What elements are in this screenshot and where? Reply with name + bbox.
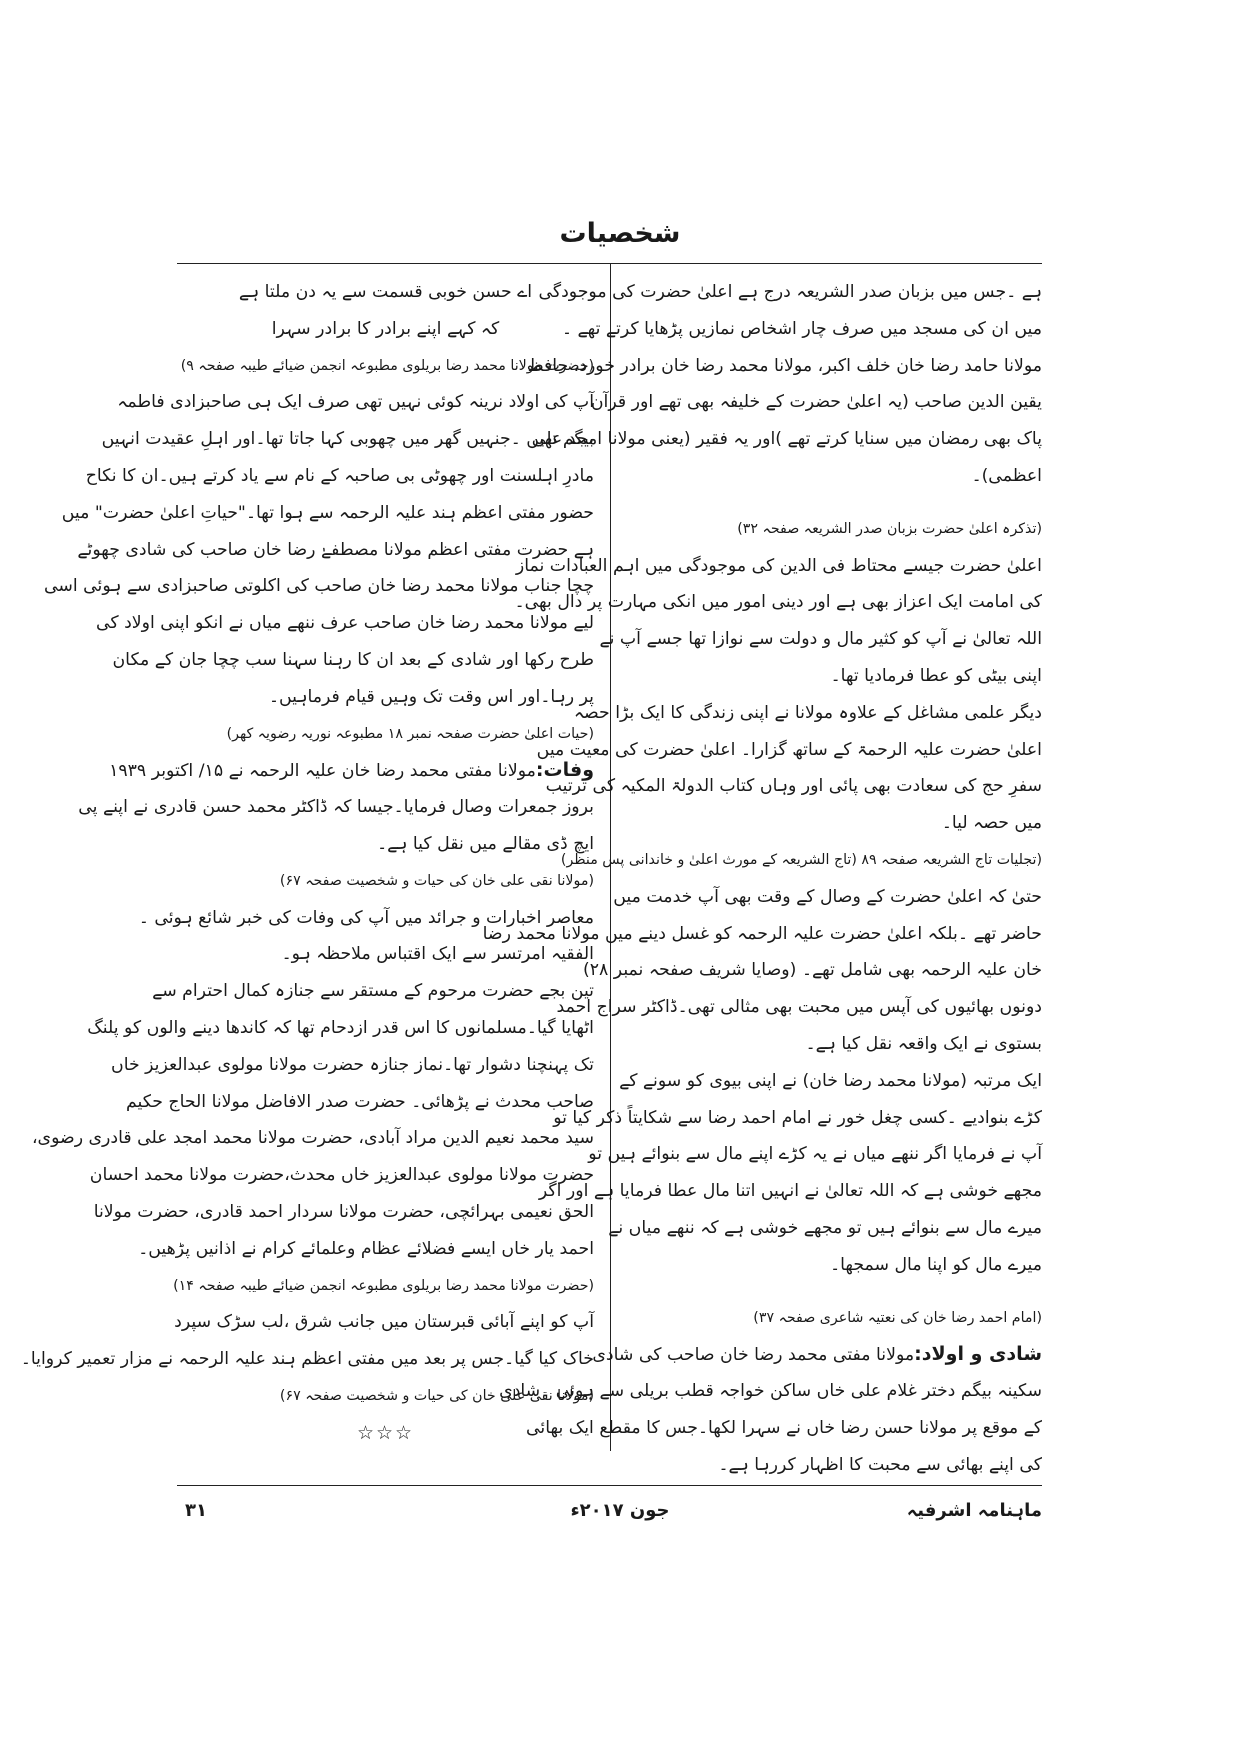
text-line: آپ نے فرمایا اگر ننھے میاں نے یہ کڑے اپنے مال سے بنوائے ہیں تو <box>588 1144 1042 1165</box>
text-line: الفقیہ امرتسر سے ایک اقتباس ملاحظہ ہو۔ <box>281 944 594 965</box>
issue-date: جون ۲۰۱۷ء <box>570 1500 670 1521</box>
verse-line: کہ کہے اپنے برادر کا برادر سہرا <box>271 318 500 339</box>
text-line: خان علیہ الرحمہ بھی شامل تھے۔ (وصایا شریف صفحہ نمبر ۲۸) <box>582 960 1042 981</box>
text-line: اعلیٰ حضرت جیسے محتاط فی الدین کی موجودگی میں اہم العبادات نماز <box>515 555 1042 576</box>
citation: (تذکرہ اعلیٰ حضرت بزبان صدر الشریعہ صفحہ ۳۲) <box>737 520 1042 537</box>
text-line: ایک مرتبہ (مولانا محمد رضا خان) نے اپنی بیوی کو سونے کے <box>619 1070 1042 1091</box>
footer-rule <box>177 1485 1042 1486</box>
magazine-name: ماہنامہ اشرفیہ <box>906 1500 1042 1521</box>
text-line: پاک بھی رمضان میں سنایا کرتے تھے )اور یہ فقیر (یعنی مولانا امجد علی <box>531 429 1042 450</box>
text-line: کی اپنے بھائی سے محبت کا اظہار کررہا ہے۔ <box>718 1454 1042 1475</box>
citation: (مولانا نقی علی خان کی حیات و شخصیت صفحہ ۶۷) <box>279 872 594 889</box>
section-heading: وفات: <box>535 759 594 782</box>
section-heading-line <box>109 752 594 789</box>
text-line: حضرت مولانا مولوی عبدالعزیز خاں محدث،حضرت مولانا محمد احسان <box>89 1165 594 1186</box>
text-line: آپ کو اپنے آبائی قبرستان میں جانب شرق ،لب سڑک سپرد <box>174 1312 594 1333</box>
text-line: ایچ ڈی مقالے میں نقل کیا ہے۔ <box>377 833 594 854</box>
text-line: ہے حضرت مفتی اعظم مولانا مصطفےٰ رضا خان صاحب کی شادی چھوٹے <box>77 539 594 560</box>
text-line: دیگر علمی مشاغل کے علاوہ مولانا نے اپنی زندگی کا ایک بڑا حصہ <box>573 702 1042 723</box>
text-line: تین بجے حضرت مرحوم کے مستقر سے جنازہ کمال احترام سے <box>152 981 594 1002</box>
section-heading-line <box>592 1336 1042 1373</box>
text-line: یقین الدین صاحب (یہ اعلیٰ حضرت کے خلیفہ بھی تھے اور قرآن <box>590 392 1042 413</box>
citation: (مولانا نقی علی خان کی حیات و شخصیت صفحہ ۶۷) <box>279 1387 594 1404</box>
citation: (حضرت مولانا محمد رضا بریلوی مطبوعہ انجمن ضیائے طیبہ صفحہ ۱۴) <box>173 1277 594 1294</box>
text-line: حتیٰ کہ اعلیٰ حضرت کے وصال کے وقت بھی آپ خدمت میں <box>613 886 1042 907</box>
text-line: بستوی نے ایک واقعہ نقل کیا ہے۔ <box>805 1033 1042 1054</box>
text-line: معاصر اخبارات و جرائد میں آپ کی وفات کی خبر شائع ہوئی ۔ <box>138 907 594 928</box>
left-column <box>20 274 594 1444</box>
text-line: کے موقع پر مولانا حسن رضا خاں نے سہرا لکھا۔جس کا مقطع ایک بھائی <box>526 1417 1042 1438</box>
text-line: بروز جمعرات وصال فرمایا۔جیسا کہ ڈاکٹر محمد حسن قادری نے اپنے پی <box>78 797 594 818</box>
spacer <box>628 1284 1042 1300</box>
text-line: لیے مولانا محمد رضا خان صاحب عرف ننھے میاں نے انکو اپنی اولاد کی <box>95 613 594 634</box>
text-line: میرے مال سے بنوائے ہیں تو مجھے خوشی ہے کہ ننھے میاں نے <box>608 1217 1042 1238</box>
citation: (حیات اعلیٰ حضرت صفحہ نمبر ۱۸ مطبوعہ نوریہ رضویہ کھر) <box>226 725 594 742</box>
text-line: میرے مال کو اپنا مال سمجھا۔ <box>830 1254 1042 1275</box>
citation: (تجلیات تاج الشریعہ صفحہ ۸۹ (تاج الشریعہ کے مورث اعلیٰ و خاندانی پس منظر) <box>560 851 1042 868</box>
text-line: خاک کیا گیا۔جس پر بعد میں مفتی اعظم ہند علیہ الرحمہ نے مزار تعمیر کروایا۔ <box>20 1349 594 1370</box>
text-line: اعظمی)۔ <box>971 465 1042 486</box>
text-line: طرح رکھا اور شادی کے بعد ان کا رہنا سہنا سب چچا جان کے مکان <box>112 649 594 670</box>
spacer <box>628 495 1042 511</box>
text-line: مادرِ اہلسنت اور چھوٹی بی صاحبہ کے نام سے یاد کرتے ہیں۔ان کا نکاح <box>85 465 594 486</box>
text-line: چچا جناب مولانا محمد رضا خان صاحب کی اکلوتی صاحبزادی سے ہوئی اسی <box>43 576 594 597</box>
text-line: ہے ۔جس میں بزبان صدر الشریعہ درج ہے اعلیٰ حضرت کی موجودگی <box>538 282 1042 302</box>
text-line: مجھے خوشی ہے کہ اللہ تعالیٰ نے انہیں اتنا مال عطا فرمایا ہے اور اگر <box>538 1181 1042 1202</box>
section-end-stars <box>177 1415 594 1452</box>
text-line: اپنی بیٹی کو عطا فرمادیا تھا۔ <box>830 665 1042 686</box>
text-line: تک پہنچنا دشوار تھا۔نماز جنازہ حضرت مولانا مولوی عبدالعزیز خاں <box>111 1054 594 1075</box>
text-line: پر رہا۔اور اس وقت تک وہیں قیام فرماہیں۔ <box>268 686 594 707</box>
citation: (امام احمد رضا خان کی نعتیہ شاعری صفحہ ۳۷) <box>753 1309 1042 1326</box>
text-line: بیگم تھیں ۔جنہیں گھر میں چھوبی کہا جاتا تھا۔اور اہلِ عقیدت انہیں <box>101 429 594 450</box>
text-line: دونوں بھائیوں کی آپس میں محبت بھی مثالی تھی۔ڈاکٹر سراج احمد <box>556 997 1042 1018</box>
text-line: کی امامت ایک اعزاز بھی ہے اور دینی امور میں انکی مہارت پر دال بھی۔ <box>514 592 1042 613</box>
text-line: حاضر تھے ۔بلکہ اعلیٰ حضرت علیہ الرحمہ کو غسل دینے میں مولانا محمد رضا <box>482 923 1042 944</box>
stars-icon: ☆☆☆ <box>356 1421 415 1444</box>
heading-text: مولانا مفتی محمد رضا خان صاحب کی شادی <box>592 1345 915 1366</box>
text-line: کڑے بنوادیے ۔کسی چغل خور نے امام احمد رضا سے شکایتاً ذکر کیا تو <box>553 1107 1042 1128</box>
page-title: شخصیات <box>559 218 681 249</box>
text-line: اٹھایا گیا۔مسلمانوں کا اس قدر ازدحام تھا کہ کاندھا دینے والوں کو پلنگ <box>87 1017 594 1038</box>
text-line: میں ان کی مسجد میں صرف چار اشخاص نمازیں پڑھایا کرتے تھے ۔ <box>561 318 1042 339</box>
text-line: اللہ تعالیٰ نے آپ کو کثیر مال و دولت سے نوازا تھا جسے آپ نے <box>599 629 1042 650</box>
text-line: الحق نعیمی بہرائچی، حضرت مولانا سردار احمد قادری، حضرت مولانا <box>93 1201 594 1222</box>
text-line: میں حصہ لیا۔ <box>941 813 1042 834</box>
text-line: سید محمد نعیم الدین مراد آبادی، حضرت مولانا محمد امجد علی قادری رضوی، <box>31 1128 594 1149</box>
section-heading: شادی و اولاد: <box>914 1343 1042 1366</box>
text-line: مولانا حامد رضا خان خلف اکبر، مولانا محمد رضا خان برادر خورد، حافظ <box>527 355 1042 376</box>
text-line: حضور مفتی اعظم ہند علیہ الرحمہ سے ہوا تھا۔"حیاتِ اعلیٰ حضرت" میں <box>61 502 594 523</box>
heading-text: مولانا مفتی محمد رضا خان علیہ الرحمہ نے ۱۵/ اکتوبر ۱۹۳۹ <box>109 761 536 782</box>
verse-line: اے حسن خوبی قسمت سے یہ دن ملتا ہے <box>238 282 533 302</box>
text-line: آپ کی اولاد نرینہ کوئی نہیں تھی صرف ایک ہی صاحبزادی فاطمہ <box>117 392 594 413</box>
page-number: ۳۱ <box>185 1500 207 1521</box>
text-line: سکینہ بیگم دختر غلام علی خاں ساکن خواجہ قطب بریلی سے ہوئی ۔شادی <box>499 1381 1042 1402</box>
text-line: صاحب محدث نے پڑھائی۔ حضرت صدر الافاضل مولانا الحاج حکیم <box>126 1091 594 1112</box>
text-line: اعلیٰ حضرت علیہ الرحمۃ کے ساتھ گزارا۔ اعلیٰ حضرت کی معیت میں <box>536 739 1042 760</box>
text-line: سفرِ حج کی سعادت بھی پائی اور وہاں کتاب الدولۃ المکیہ کی ترتیب <box>545 776 1042 797</box>
citation: (حضرت مولانا محمد رضا بریلوی مطبوعہ انجمن ضیائے طیبہ صفحہ ۹) <box>180 357 594 374</box>
text-line: احمد یار خاں ایسے فضلائے عظام وعلمائے کرام نے اذانیں پڑھیں۔ <box>138 1238 594 1259</box>
